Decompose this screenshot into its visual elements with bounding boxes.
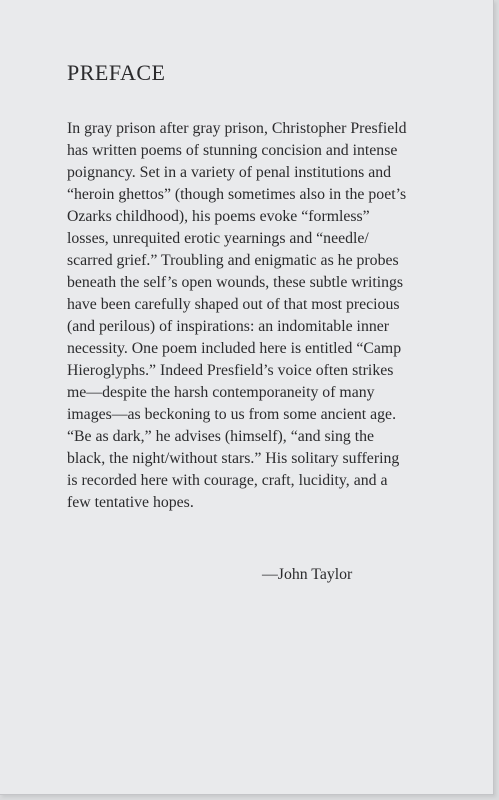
body-line: “heroin ghettos” (though sometimes also in the poet’s — [67, 186, 407, 203]
page-title: PREFACE — [67, 60, 166, 85]
body-line: losses, unrequited erotic yearnings and “needle/ — [67, 230, 369, 247]
body-line: In gray prison after gray prison, Christopher Presfield — [67, 120, 407, 137]
author-signature: —John Taylor — [262, 566, 353, 583]
body-line: is recorded here with courage, craft, lucidity, and a — [67, 472, 388, 489]
body-line: have been carefully shaped out of that most precious — [67, 296, 400, 313]
body-line: necessity. One poem included here is entitled “Camp — [67, 340, 402, 357]
body-line: (and perilous) of inspirations: an indomitable inner — [67, 318, 390, 335]
body-line: scarred grief.” Troubling and enigmatic as he probes — [67, 252, 399, 269]
body-line: Ozarks childhood), his poems evoke “formless” — [67, 208, 370, 225]
preface-body — [67, 118, 447, 514]
body-line: images—as beckoning to us from some ancient age. — [67, 406, 397, 423]
body-line: has written poems of stunning concision and intense — [67, 142, 398, 159]
body-line: black, the night/without stars.” His solitary suffering — [67, 450, 400, 467]
body-line: beneath the self’s open wounds, these subtle writings — [67, 274, 404, 291]
body-line: “Be as dark,” he advises (himself), “and sing the — [67, 428, 375, 445]
body-line: few tentative hopes. — [67, 494, 194, 511]
body-line: me—despite the harsh contemporaneity of many — [67, 384, 375, 401]
body-line: poignancy. Set in a variety of penal institutions and — [67, 164, 392, 181]
body-line: Hieroglyphs.” Indeed Presfield’s voice often strikes — [67, 362, 394, 379]
